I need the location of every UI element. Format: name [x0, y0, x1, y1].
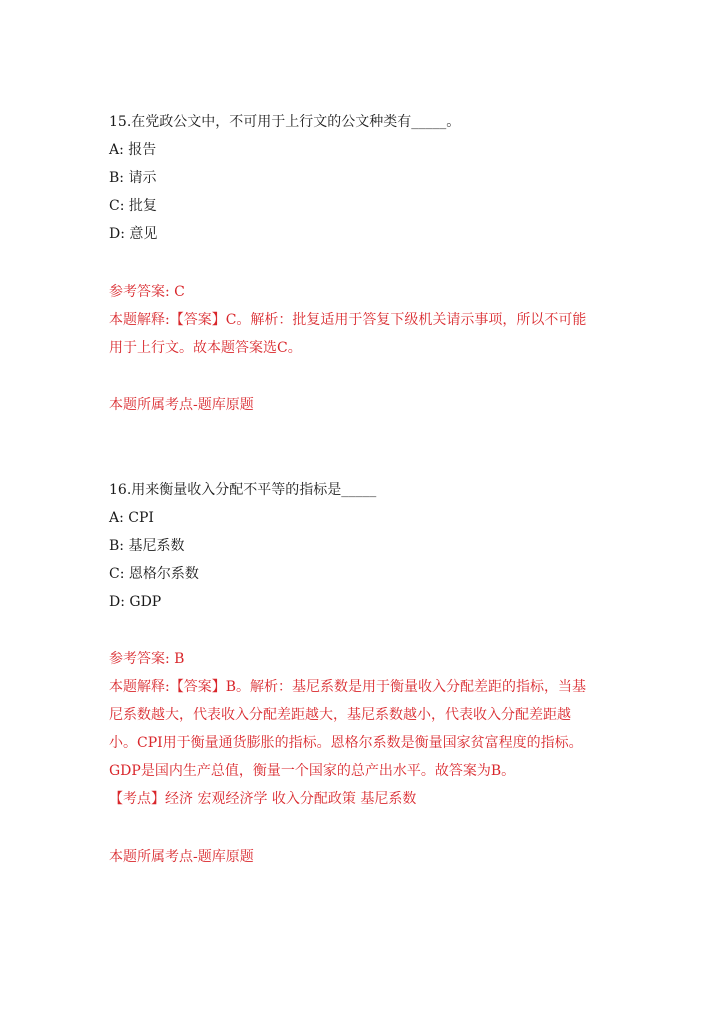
- question-15-option-b: B: 请示: [109, 170, 157, 186]
- question-16-explanation-line-4: GDP是国内生产总值，衡量一个国家的总产出水平。故答案为B。: [109, 763, 516, 779]
- question-15-explanation-line-2: 用于上行文。故本题答案选C。: [109, 340, 302, 356]
- question-15-option-d: D: 意见: [109, 226, 158, 242]
- question-16-source: 本题所属考点-题库原题: [109, 849, 254, 865]
- question-16-option-d: D: GDP: [109, 594, 162, 610]
- question-15-source: 本题所属考点-题库原题: [109, 397, 254, 413]
- question-15-option-c: C: 批复: [109, 198, 157, 214]
- question-16-explanation-line-3: 小。CPI用于衡量通货膨胀的指标。恩格尔系数是衡量国家贫富程度的指标。: [109, 735, 583, 751]
- question-15-answer: 参考答案: C: [109, 284, 185, 300]
- question-16-topic-tags: 【考点】经济 宏观经济学 收入分配政策 基尼系数: [109, 791, 417, 807]
- question-15-explanation-line-1: 本题解释:【答案】C。解析：批复适用于答复下级机关请示事项，所以不可能: [109, 312, 587, 328]
- question-16-option-a: A: CPI: [109, 510, 154, 526]
- question-16-option-b: B: 基尼系数: [109, 538, 185, 554]
- question-16-explanation-line-1: 本题解释:【答案】B。解析：基尼系数是用于衡量收入分配差距的指标，当基: [109, 679, 587, 695]
- question-15-option-a: A: 报告: [109, 142, 157, 158]
- question-16-answer: 参考答案: B: [109, 651, 185, 667]
- question-16-explanation-line-2: 尼系数越大，代表收入分配差距越大，基尼系数越小，代表收入分配差距越: [109, 707, 571, 723]
- question-15-text: 15.在党政公文中，不可用于上行文的公文种类有_____。: [109, 114, 461, 130]
- question-16-text: 16.用来衡量收入分配不平等的指标是_____: [109, 482, 377, 498]
- question-16-option-c: C: 恩格尔系数: [109, 566, 199, 582]
